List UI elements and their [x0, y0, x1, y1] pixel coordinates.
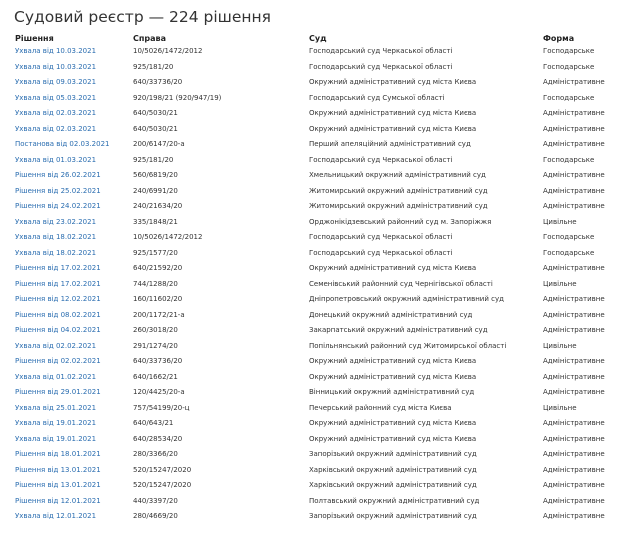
form-cell: Адміністративне [543, 419, 605, 427]
court-cell: Вінницький окружний адміністративний суд [309, 388, 475, 396]
decision-cell [14, 199, 132, 215]
court-cell: Харківський окружний адміністративний суд [309, 481, 477, 489]
form-cell: Господарське [543, 93, 595, 102]
case-number-cell: 10/5026/1472/2012 [133, 233, 203, 241]
table-row [14, 354, 620, 370]
court-cell: Житомирський окружний адміністративний суд [309, 202, 488, 210]
form-cell: Адміністративне [543, 78, 605, 86]
court-cell: Господарський суд Черкаської області [309, 62, 453, 71]
decision-link[interactable]: Рішення від 02.02.2021 [15, 357, 101, 365]
decision-cell [14, 401, 132, 417]
decision-cell [14, 137, 132, 153]
table-row [14, 463, 620, 479]
case-number-cell: 744/1288/20 [133, 279, 178, 288]
court-cell: Окружний адміністративний суд міста Києва [309, 434, 477, 443]
table-row [14, 370, 620, 386]
decision-link[interactable]: Рішення від 24.02.2021 [15, 202, 101, 210]
decision-cell [14, 215, 132, 231]
court-cell: Окружний адміністративний суд міста Києва [309, 419, 477, 427]
decisions-table [14, 33, 620, 525]
table-row [14, 60, 620, 76]
decision-link[interactable]: Рішення від 13.01.2021 [15, 465, 101, 474]
decision-cell [14, 184, 132, 200]
form-cell: Адміністративне [543, 310, 605, 319]
decision-cell [14, 75, 132, 91]
decision-cell [14, 323, 132, 339]
decision-cell [14, 370, 132, 386]
table-row [14, 75, 620, 91]
case-number-cell: 335/1848/21 [133, 217, 178, 226]
decision-link[interactable]: Рішення від 18.01.2021 [15, 450, 101, 458]
table-row [14, 44, 620, 60]
table-row [14, 246, 620, 262]
decision-link[interactable]: Ухвала від 19.01.2021 [15, 419, 97, 427]
form-cell: Господарське [543, 233, 595, 241]
case-number-cell: 200/1172/21-а [133, 310, 185, 319]
form-cell: Адміністративне [543, 372, 605, 381]
table-row [14, 494, 620, 510]
court-cell: Харківський окружний адміністративний суд [309, 465, 477, 474]
court-cell: Полтавський окружний адміністративний суд [309, 496, 480, 505]
table-row [14, 416, 620, 432]
decision-cell [14, 509, 132, 525]
form-cell: Адміністративне [543, 124, 605, 133]
decision-cell [14, 277, 132, 293]
case-number-cell: 640/1662/21 [133, 372, 178, 381]
form-cell: Адміністративне [543, 388, 605, 396]
column-header-case: Справа [133, 34, 166, 43]
case-number-cell: 240/21634/20 [133, 202, 183, 210]
court-cell: Окружний адміністративний суд міста Києва [309, 264, 477, 272]
decision-link[interactable]: Ухвала від 09.03.2021 [15, 78, 97, 86]
decision-link[interactable]: Рішення від 29.01.2021 [15, 388, 101, 396]
decision-cell [14, 339, 132, 355]
decision-link[interactable]: Рішення від 26.02.2021 [15, 171, 101, 179]
form-cell: Цивільне [543, 403, 577, 412]
table-row [14, 308, 620, 324]
form-cell: Цивільне [543, 279, 577, 288]
case-number-cell: 640/28534/20 [133, 434, 183, 443]
court-cell: Окружний адміністративний суд міста Києва [309, 78, 477, 86]
decision-cell [14, 246, 132, 262]
case-number-cell: 120/4425/20-а [133, 388, 185, 396]
form-cell: Адміністративне [543, 326, 605, 334]
table-row [14, 339, 620, 355]
form-cell: Адміністративне [543, 496, 605, 505]
table-row [14, 106, 620, 122]
decision-link[interactable]: Ухвала від 10.03.2021 [15, 47, 97, 55]
decision-link[interactable]: Ухвала від 01.02.2021 [15, 372, 97, 381]
case-number-cell: 640/33736/20 [133, 357, 183, 365]
table-body [14, 44, 620, 525]
decision-link[interactable]: Ухвала від 19.01.2021 [15, 434, 97, 443]
decision-link[interactable]: Рішення від 12.01.2021 [15, 496, 101, 505]
decision-link[interactable]: Ухвала від 05.03.2021 [15, 93, 97, 102]
decision-cell [14, 494, 132, 510]
court-cell: Донецький окружний адміністративний суд [309, 310, 473, 319]
case-number-cell: 10/5026/1472/2012 [133, 47, 203, 55]
form-cell: Адміністративне [543, 357, 605, 365]
form-cell: Адміністративне [543, 140, 605, 148]
form-cell: Господарське [543, 155, 595, 164]
decision-cell [14, 308, 132, 324]
form-cell: Адміністративне [543, 109, 605, 117]
case-number-cell: 925/1577/20 [133, 248, 178, 257]
court-cell: Житомирський окружний адміністративний суд [309, 186, 488, 195]
court-cell: Перший апеляційний адміністративний суд [309, 140, 471, 148]
case-number-cell: 640/5030/21 [133, 109, 178, 117]
decision-link[interactable]: Ухвала від 02.03.2021 [15, 109, 97, 117]
case-number-cell: 757/54199/20-ц [133, 403, 190, 412]
decision-link[interactable]: Постанова від 02.03.2021 [15, 140, 110, 148]
table-header-row [14, 33, 620, 44]
form-cell: Адміністративне [543, 186, 605, 195]
court-cell: Запорізький окружний адміністративний суд [309, 450, 477, 458]
form-cell: Адміністративне [543, 450, 605, 458]
decision-link[interactable]: Ухвала від 18.02.2021 [15, 248, 97, 257]
table-row [14, 509, 620, 525]
case-number-cell: 920/198/21 (920/947/19) [133, 93, 222, 102]
table-row [14, 261, 620, 277]
court-cell: Печерський районний суд міста Києва [309, 403, 452, 412]
table-row [14, 230, 620, 246]
decision-cell [14, 354, 132, 370]
table-row [14, 401, 620, 417]
column-header-decision: Рішення [15, 34, 54, 43]
court-cell: Господарський суд Черкаської області [309, 248, 453, 257]
decision-link[interactable]: Рішення від 13.01.2021 [15, 481, 101, 489]
table-row [14, 323, 620, 339]
form-cell: Господарське [543, 47, 595, 55]
decision-link[interactable]: Рішення від 08.02.2021 [15, 310, 101, 319]
case-number-cell: 520/15247/2020 [133, 465, 192, 474]
decision-link[interactable]: Ухвала від 02.02.2021 [15, 341, 97, 350]
decision-cell [14, 447, 132, 463]
decision-cell [14, 91, 132, 107]
court-cell: Окружний адміністративний суд міста Києва [309, 357, 477, 365]
case-number-cell: 640/33736/20 [133, 78, 183, 86]
decision-cell [14, 416, 132, 432]
court-cell: Запорізький окружний адміністративний суд [309, 512, 477, 520]
decision-link[interactable]: Рішення від 17.02.2021 [15, 264, 101, 272]
case-number-cell: 160/11602/20 [133, 295, 183, 303]
form-cell: Адміністративне [543, 481, 605, 489]
case-number-cell: 440/3397/20 [133, 496, 178, 505]
table-row [14, 478, 620, 494]
form-cell: Адміністративне [543, 202, 605, 210]
case-number-cell: 640/643/21 [133, 419, 174, 427]
court-cell: Дніпропетровський окружний адміністративний суд [309, 295, 504, 303]
table-row [14, 447, 620, 463]
form-cell: Адміністративне [543, 295, 605, 303]
case-number-cell: 280/4669/20 [133, 512, 178, 520]
court-cell: Господарський суд Черкаської області [309, 155, 453, 164]
table-row [14, 385, 620, 401]
case-number-cell: 925/181/20 [133, 155, 174, 164]
table-row [14, 199, 620, 215]
table-row [14, 153, 620, 169]
court-cell: Господарський суд Черкаської області [309, 233, 453, 241]
decision-cell [14, 261, 132, 277]
table-row [14, 91, 620, 107]
court-cell: Семенівський районний суд Чернігівської області [309, 279, 493, 288]
decision-cell [14, 478, 132, 494]
court-cell: Господарський суд Черкаської області [309, 47, 453, 55]
court-cell: Окружний адміністративний суд міста Києва [309, 109, 477, 117]
column-header-form: Форма [543, 34, 575, 43]
decision-link[interactable]: Ухвала від 10.03.2021 [15, 62, 97, 71]
decision-cell [14, 230, 132, 246]
decision-cell [14, 106, 132, 122]
decision-cell [14, 432, 132, 448]
form-cell: Господарське [543, 248, 595, 257]
decision-link[interactable]: Рішення від 25.02.2021 [15, 186, 101, 195]
table-row [14, 122, 620, 138]
decision-link[interactable]: Ухвала від 01.03.2021 [15, 155, 97, 164]
case-number-cell: 200/6147/20-а [133, 140, 185, 148]
court-cell: Окружний адміністративний суд міста Києва [309, 372, 477, 381]
column-header-court: Суд [309, 34, 327, 43]
decision-cell [14, 463, 132, 479]
decision-link[interactable]: Рішення від 17.02.2021 [15, 279, 101, 288]
table-row [14, 168, 620, 184]
table-row [14, 432, 620, 448]
decision-link[interactable]: Ухвала від 18.02.2021 [15, 233, 97, 241]
decision-link[interactable]: Ухвала від 25.01.2021 [15, 403, 97, 412]
decision-cell [14, 122, 132, 138]
form-cell: Адміністративне [543, 465, 605, 474]
table-row [14, 184, 620, 200]
court-cell: Закарпатський окружний адміністративний суд [309, 326, 488, 334]
form-cell: Адміністративне [543, 264, 605, 272]
case-number-cell: 640/5030/21 [133, 124, 178, 133]
form-cell: Цивільне [543, 341, 577, 350]
page-title: Судовий реєстр — 224 рішення [14, 8, 271, 26]
case-number-cell: 240/6991/20 [133, 186, 178, 195]
table-row [14, 215, 620, 231]
case-number-cell: 280/3366/20 [133, 450, 178, 458]
table-row [14, 277, 620, 293]
court-cell: Окружний адміністративний суд міста Києва [309, 124, 477, 133]
form-cell: Адміністративне [543, 171, 605, 179]
decision-cell [14, 292, 132, 308]
court-cell: Орджонікідзевський районний суд м. Запоріжжя [309, 217, 492, 226]
decision-cell [14, 60, 132, 76]
decision-link[interactable]: Ухвала від 12.01.2021 [15, 512, 97, 520]
decision-link[interactable]: Ухвала від 02.03.2021 [15, 124, 97, 133]
decision-link[interactable]: Рішення від 04.02.2021 [15, 326, 101, 334]
case-number-cell: 260/3018/20 [133, 326, 178, 334]
case-number-cell: 291/1274/20 [133, 341, 178, 350]
decision-cell [14, 385, 132, 401]
form-cell: Господарське [543, 62, 595, 71]
table-row [14, 292, 620, 308]
form-cell: Цивільне [543, 217, 577, 226]
court-cell: Попільнянський районний суд Житомирської області [309, 341, 507, 350]
form-cell: Адміністративне [543, 434, 605, 443]
case-number-cell: 560/6819/20 [133, 171, 178, 179]
case-number-cell: 520/15247/2020 [133, 481, 192, 489]
table-row [14, 137, 620, 153]
court-cell: Хмельницький окружний адміністративний суд [309, 171, 486, 179]
case-number-cell: 640/21592/20 [133, 264, 183, 272]
form-cell: Адміністративне [543, 512, 605, 520]
decision-cell [14, 44, 132, 60]
decision-cell [14, 153, 132, 169]
court-cell: Господарський суд Сумської області [309, 93, 445, 102]
decision-link[interactable]: Рішення від 12.02.2021 [15, 295, 101, 303]
decision-link[interactable]: Ухвала від 23.02.2021 [15, 217, 97, 226]
decision-cell [14, 168, 132, 184]
case-number-cell: 925/181/20 [133, 62, 174, 71]
